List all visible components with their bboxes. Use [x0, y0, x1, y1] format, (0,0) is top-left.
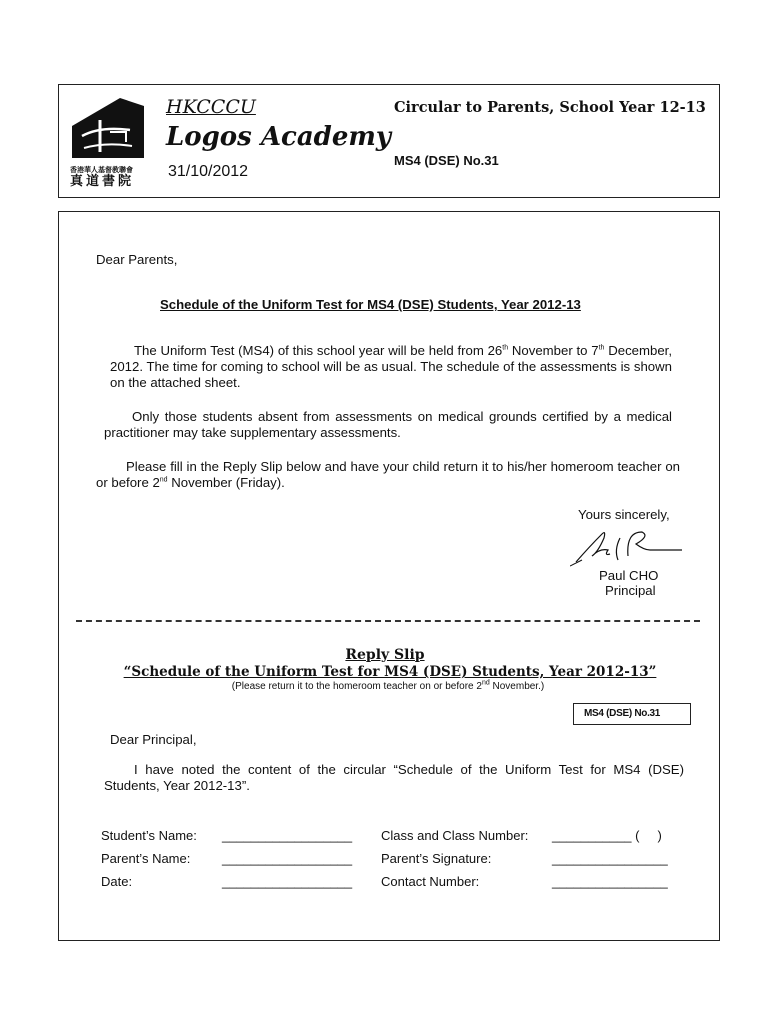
paragraph-3: [96, 459, 680, 491]
logo-caption-large: 真道書院: [70, 174, 135, 189]
reply-salutation: Dear Principal,: [110, 732, 197, 747]
principal-signature: [570, 526, 690, 570]
school-logo: [70, 96, 146, 189]
logo-emblem-icon: [70, 96, 146, 160]
paragraph-1-part-a: The Uniform Test (MS4) of this school year will be held from 26: [134, 343, 503, 358]
parent-name-label: Parent’s Name:: [101, 851, 191, 866]
paragraph-2: Only those students absent from assessments on medical grounds certified by a medical practitioner may take supplementary assessments.: [104, 409, 672, 440]
paragraph-1-part-c: December, 2012. The time for coming to school will be as usual. The schedule of the assessments is shown on the attached sheet.: [110, 343, 672, 390]
student-name-field[interactable]: __________________: [222, 828, 353, 843]
signer-title: Principal: [605, 583, 656, 598]
contact-number-field[interactable]: ________________: [552, 874, 668, 889]
org-abbreviation: HKCCCU: [166, 96, 256, 118]
reply-body: I have noted the content of the circular “Schedule of the Uniform Test for MS4 (DSE) Students, Year 2012-13”.: [104, 762, 684, 793]
contact-number-label: Contact Number:: [381, 874, 480, 889]
paragraph-3-part-a: Please fill in the Reply Slip below and have your child return it to his/her homeroom teacher on or before 2: [96, 459, 680, 490]
logo-caption-small: 香港華人基督教聯會: [70, 166, 133, 174]
superscript-th-1: th: [502, 344, 509, 352]
paragraph-1: [110, 343, 672, 391]
signer-name: Paul CHO: [599, 568, 659, 583]
date-label: Date:: [101, 874, 133, 889]
superscript-th-2: th: [598, 344, 605, 352]
circular-reference: MS4 (DSE) No.31: [394, 153, 499, 168]
reply-slip-note: [0, 681, 770, 692]
class-number-label: Class and Class Number:: [381, 828, 529, 843]
school-name: Logos Academy: [166, 122, 392, 152]
superscript-nd: nd: [159, 476, 168, 484]
circular-date: 31/10/2012: [168, 163, 249, 180]
reply-reference: MS4 (DSE) No.31: [584, 708, 661, 719]
circular-title: Circular to Parents, School Year 12-13: [394, 99, 706, 116]
reply-note-part-a: (Please return it to the homeroom teacher on or before 2: [231, 681, 482, 692]
reply-note-superscript: nd: [481, 679, 490, 687]
student-name-label: Student’s Name:: [101, 828, 197, 843]
parent-signature-label: Parent’s Signature:: [381, 851, 492, 866]
paragraph-3-part-b: November (Friday).: [167, 475, 285, 490]
cut-line-divider: [76, 620, 700, 622]
reply-slip-subtitle: “Schedule of the Uniform Test for MS4 (DSE) Students, Year 2012-13”: [123, 664, 657, 680]
parent-signature-field[interactable]: ________________: [552, 851, 668, 866]
reply-slip-title: Reply Slip: [345, 647, 425, 663]
letter-salutation: Dear Parents,: [96, 252, 178, 267]
letter-closing: Yours sincerely,: [578, 507, 670, 522]
letter-subject: Schedule of the Uniform Test for MS4 (DSE) Students, Year 2012-13: [160, 297, 581, 312]
class-number-field[interactable]: ___________ ( ): [552, 828, 662, 843]
date-field[interactable]: __________________: [222, 874, 353, 889]
parent-name-field[interactable]: __________________: [222, 851, 353, 866]
reply-note-part-b: November.): [489, 681, 545, 692]
paragraph-1-part-b: November to 7: [508, 343, 599, 358]
